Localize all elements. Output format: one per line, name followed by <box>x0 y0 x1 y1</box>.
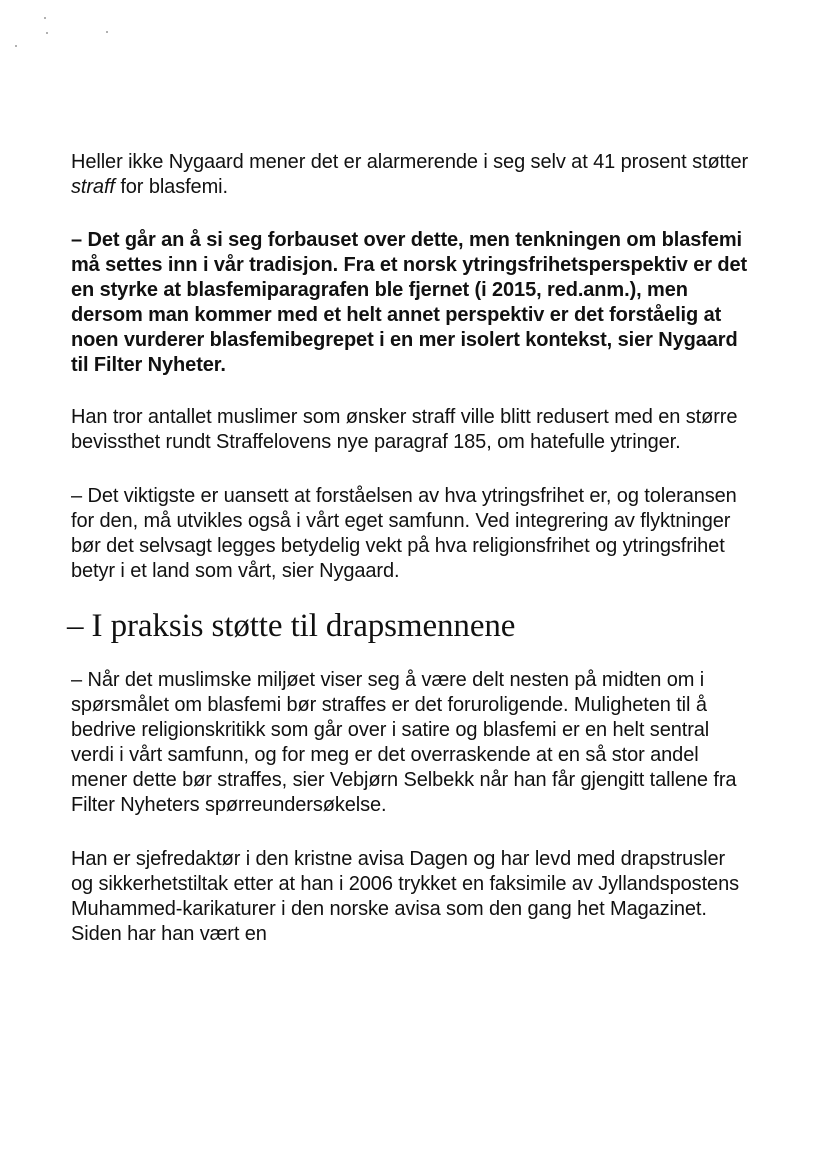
scan-speck <box>106 31 108 33</box>
scan-speck <box>15 45 17 47</box>
paragraph-4-quote: – Det viktigste er uansett at forståelsen av hva ytringsfrihet er, og toleransen for den, må utvikles også i vårt eget samfunn. Ved integrering av flyktninger bør det selvsagt legges betydelig vekt på hva religionsfrihet og ytringsfrihet betyr i et land som vårt, sier Nygaard. <box>71 485 737 582</box>
scan-speck <box>46 32 48 34</box>
paragraph-6: Han er sjefredaktør i den kristne avisa Dagen og har levd med drapstrusler og sikkerhetstiltak etter at han i 2006 trykket en faksimile av Jyllandspostens Muhammed-karikaturer i den norske avisa som den gang het Magazinet. Siden har han vært en <box>71 848 739 945</box>
article-body <box>67 150 751 947</box>
paragraph-1-emphasis: straff <box>71 176 115 198</box>
paragraph-5-quote: – Når det muslimske miljøet viser seg å være delt nesten på midten om i spørsmålet om blasfemi bør straffes er det foruroligende. Muligheten til å bedrive religionskritikk som går over i satire og blasfemi er en helt sentral verdi i vårt samfunn, og for meg er det overraskende at en så stor andel mener dette bør straffes, sier Vebjørn Selbekk når han får gjengitt tallene fra Filter Nyheters spørreundersøkelse. <box>71 669 737 816</box>
paragraph-2-quote: – Det går an å si seg forbauset over dette, men tenkningen om blasfemi må settes inn i vår tradisjon. Fra et norsk ytringsfrihetsperspektiv er det en styrke at blasfemiparagrafen ble fjernet (i 2015, red.anm.), men dersom man kommer med et helt annet perspektiv er det forståelig at noen vurderer blasfemibegrepet i en mer isolert kontekst, sier Nygaard til Filter Nyheter. <box>71 229 748 376</box>
section-heading: – I praksis støtte til drapsmennene <box>67 608 516 644</box>
paragraph-1 <box>71 150 751 200</box>
scan-speck <box>44 17 46 19</box>
paragraph-3: Han tror antallet muslimer som ønsker straff ville blitt redusert med en større bevissthet rundt Straffelovens nye paragraf 185, om hatefulle ytringer. <box>71 406 738 453</box>
paragraph-1-before: Heller ikke Nygaard mener det er alarmerende i seg selv at 41 prosent støtter <box>71 151 749 173</box>
paragraph-1-after: for blasfemi. <box>114 176 228 198</box>
